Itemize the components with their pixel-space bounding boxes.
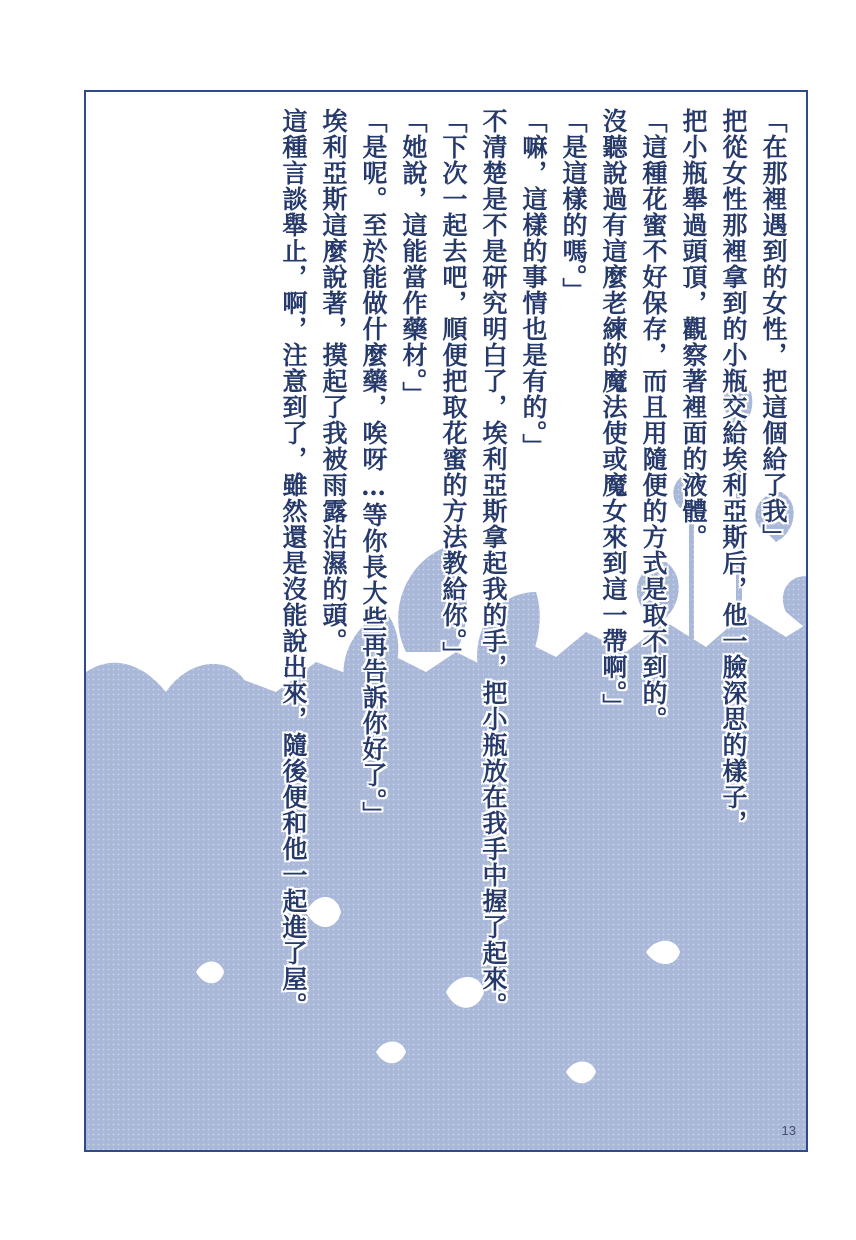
text-line: 把從女性那裡拿到的小瓶交給埃利亞斯后，他一臉深思的樣子， bbox=[719, 108, 748, 836]
text-line: 「嘛，這樣的事情也是有的。」 bbox=[519, 108, 548, 460]
page-frame bbox=[84, 90, 808, 1152]
vertical-text-block bbox=[276, 108, 790, 1108]
text-line: 這種言談舉止，啊，注意到了，雖然還是沒能說出來，隨後便和他一起進了屋。 bbox=[279, 108, 308, 1018]
text-line: 「是這樣的嗎。」 bbox=[559, 108, 588, 304]
page-number: 13 bbox=[781, 1123, 796, 1138]
text-line: 沒聽說過有這麼老練的魔法使或魔女來到這一帶啊。」 bbox=[599, 108, 628, 720]
text-line: 「她說，這能當作藥材。」 bbox=[399, 108, 428, 408]
text-line: 「在那裡遇到的女性，把這個給了我」 bbox=[759, 108, 788, 550]
text-line: 埃利亞斯這麼說著，摸起了我被雨露沾濕的頭。 bbox=[319, 108, 348, 654]
text-line: 不清楚是不是研究明白了，埃利亞斯拿起我的手，把小瓶放在我手中握了起來。 bbox=[479, 108, 508, 1018]
text-line: 把小瓶舉過頭頂，觀察著裡面的液體。 bbox=[679, 108, 708, 550]
text-line: 「是呢。至於能做什麼藥，唉呀…等你長大些再告訴你好了。」 bbox=[359, 108, 388, 828]
text-line: 「下次一起去吧，順便把取花蜜的方法教給你。」 bbox=[439, 108, 468, 668]
text-line: 「這種花蜜不好保存，而且用隨便的方式是取不到的。 bbox=[639, 108, 668, 732]
